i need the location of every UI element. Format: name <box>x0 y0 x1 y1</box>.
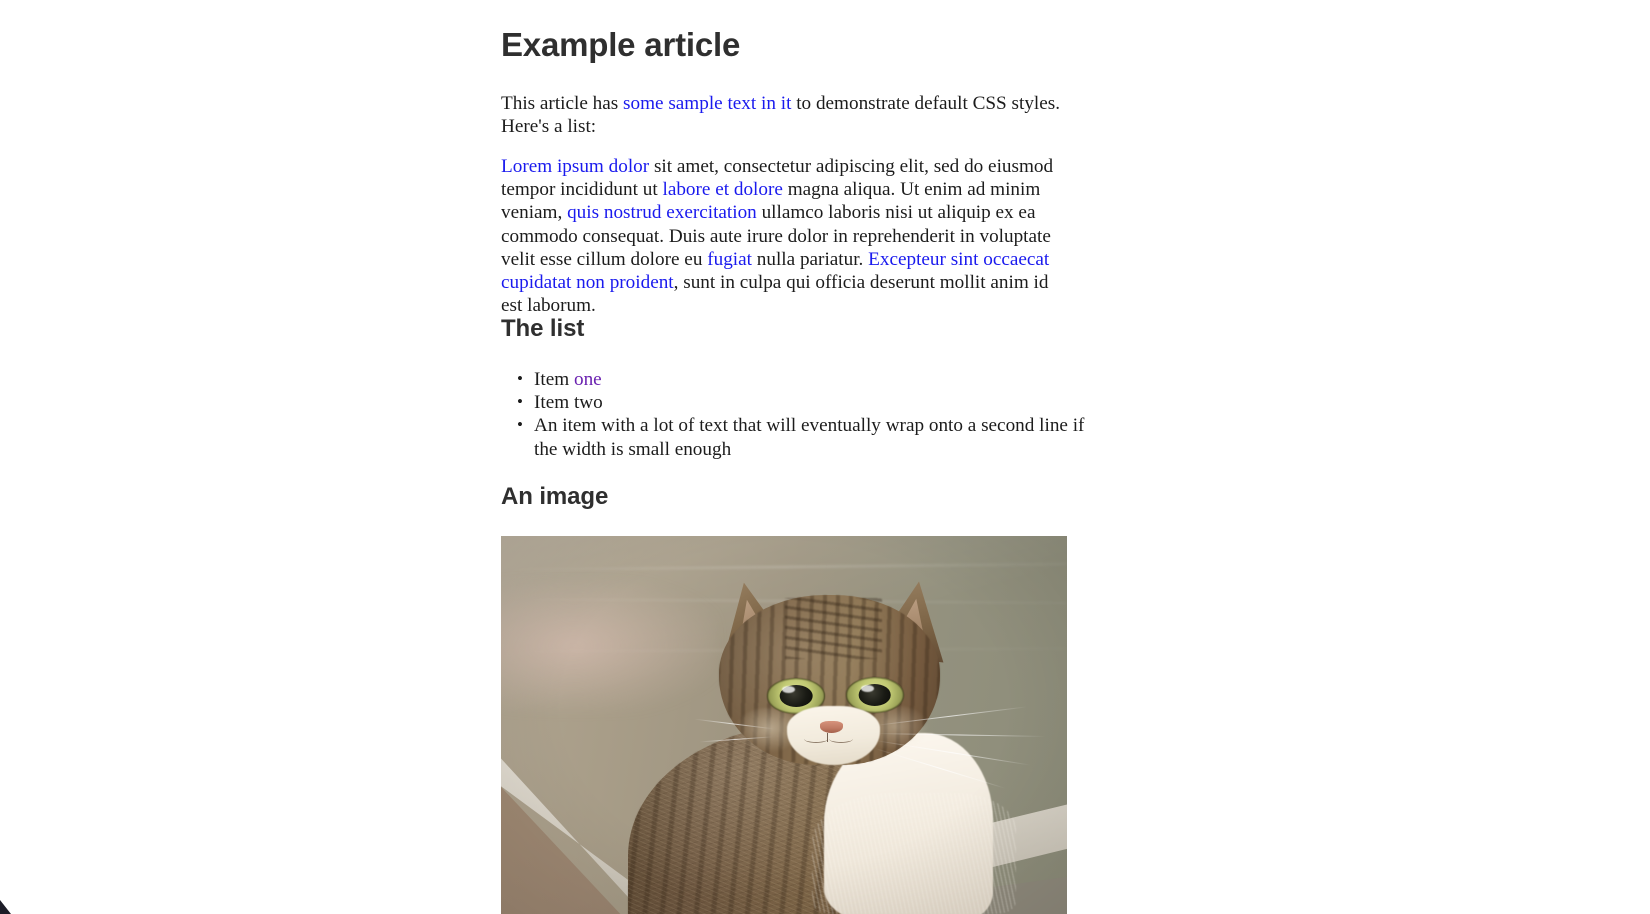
list-item-text: Item <box>534 369 574 390</box>
cursor-pointer-icon <box>0 900 11 914</box>
link-some-sample-text[interactable]: some sample text in it <box>623 93 792 114</box>
cat-forehead-markings <box>785 598 882 659</box>
lorem-seg4: magna aliqua. Ut enim ad minim veniam, <box>501 179 1041 224</box>
list-item <box>534 391 1100 414</box>
lorem-seg6: ullamco laboris nisi ut aliquip ex ea commodo consequat. Duis aute irure dolor in reprehenderit in voluptate velit esse cillum dolore eu <box>501 202 1051 270</box>
article-image <box>501 536 1067 914</box>
intro-text-before: This article has <box>501 93 624 114</box>
list-item <box>534 414 1100 460</box>
intro-text-after: to demonstrate default CSS styles. Here's a list: <box>501 93 1061 138</box>
link-fugiat[interactable]: fugiat <box>707 248 752 270</box>
cat-figure <box>501 536 1067 914</box>
page-title: Example article <box>501 26 741 63</box>
link-labore-et-dolore[interactable]: labore et dolore <box>662 179 783 201</box>
lorem-seg2: sit amet, consectetur adipiscing elit, sed do eiusmod tempor incididunt ut <box>501 156 1054 201</box>
link-one[interactable]: one <box>573 369 602 390</box>
cat-nose <box>820 721 843 733</box>
cat-photo <box>501 536 1067 914</box>
link-lorem-ipsum-dolor[interactable]: Lorem ipsum dolor <box>501 156 650 177</box>
lorem-seg10: , sunt in culpa qui officia deserunt mollit anim id est laborum. <box>501 272 1049 317</box>
link-quis-nostrud-exercitation[interactable]: quis nostrud exercitation <box>567 202 757 224</box>
list-item-text: Item two <box>534 392 603 414</box>
intro-paragraph <box>501 92 1067 138</box>
lorem-paragraph <box>501 155 1067 317</box>
section-heading-an-image: An image <box>501 483 609 510</box>
link-excepteur-sint-occaecat[interactable]: Excepteur sint occaecat cupidatat non proident <box>501 248 1050 294</box>
doc-list <box>501 368 1100 461</box>
section-heading-the-list: The list <box>501 315 585 342</box>
list-item-text: An item with a lot of text that will eventually wrap onto a second line if the width is small enough <box>534 415 1085 460</box>
lorem-seg8: nulla pariatur. <box>751 248 869 270</box>
cat-chest-fluff <box>812 793 1016 914</box>
list-item <box>534 368 1100 391</box>
